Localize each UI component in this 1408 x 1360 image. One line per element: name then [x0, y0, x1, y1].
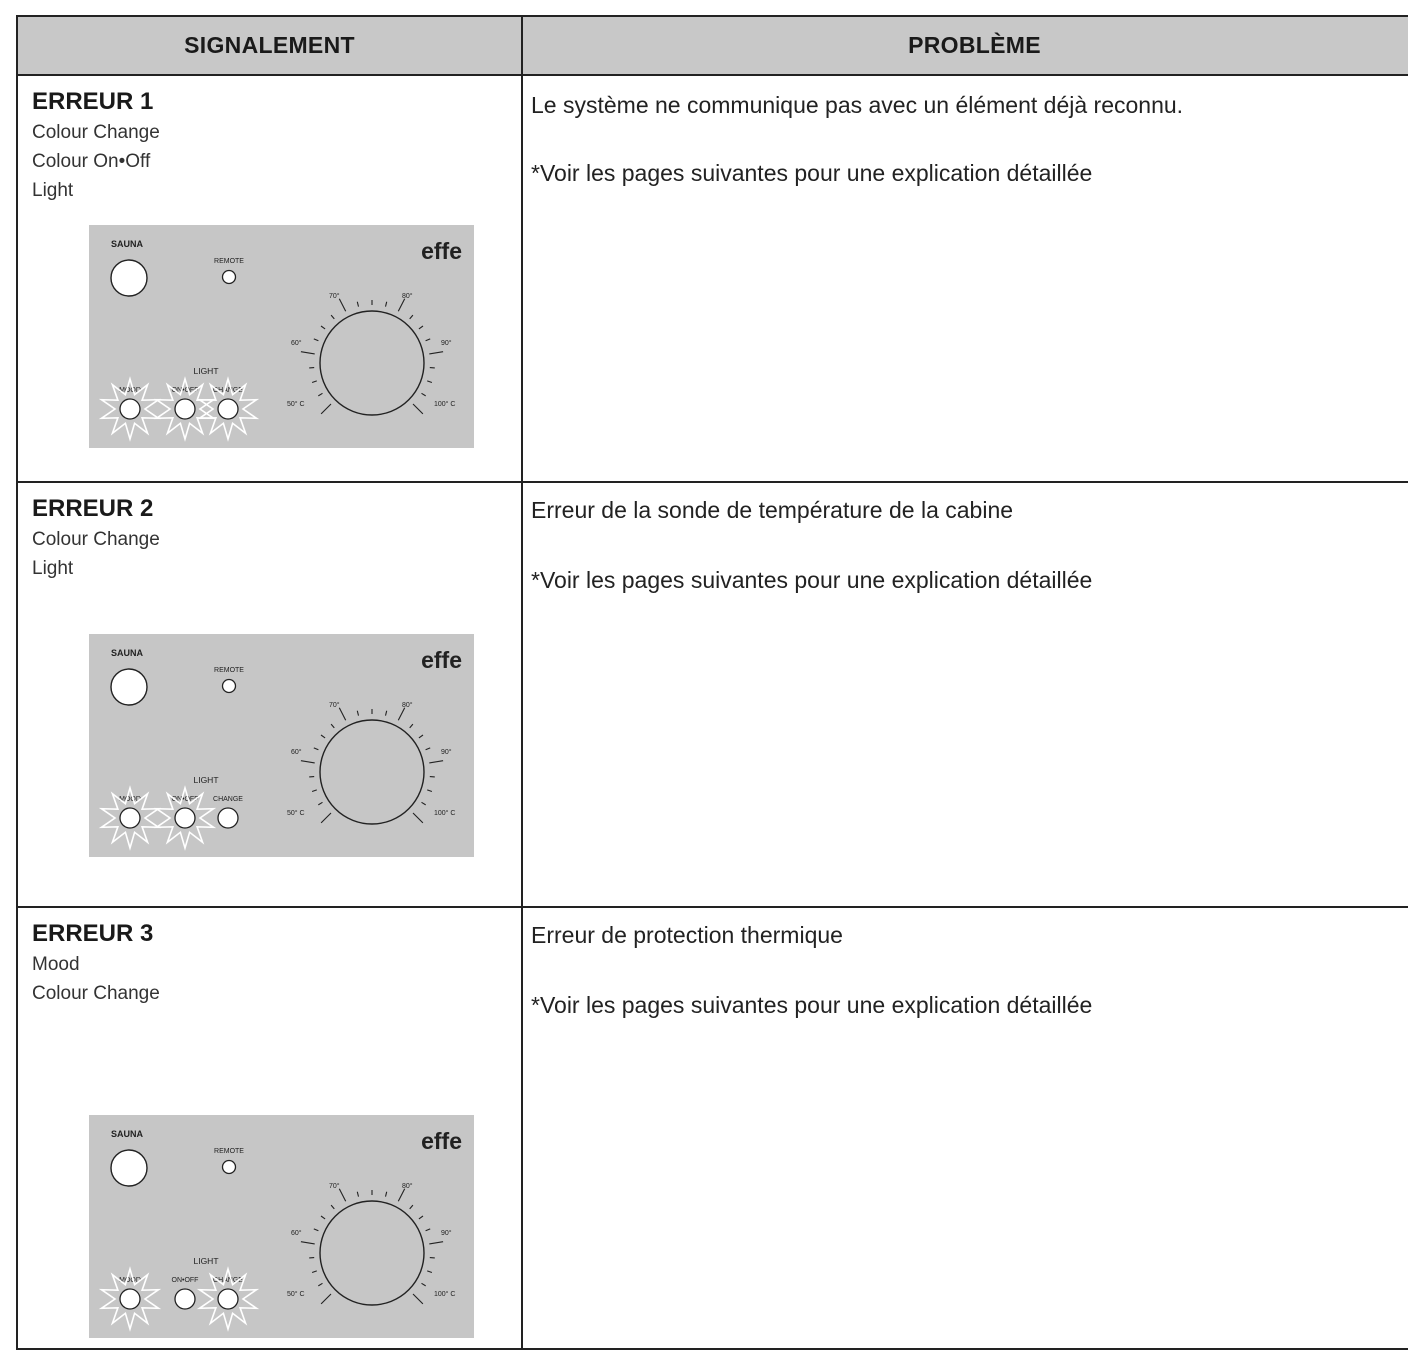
problem-text: Erreur de protection thermique	[531, 922, 843, 948]
remote-label: REMOTE	[214, 1148, 244, 1155]
light-label: LIGHT	[193, 775, 219, 785]
sauna-control-panel	[89, 1115, 474, 1338]
remote-indicator	[223, 1161, 236, 1174]
temp-100-label: 100° C	[434, 401, 456, 408]
mood-button	[120, 399, 140, 419]
detail-note: *Voir les pages suivantes pour une explication détaillée	[531, 567, 1093, 593]
light-label: LIGHT	[193, 366, 219, 376]
signal-line: Light	[32, 558, 74, 579]
temp-90-label: 90°	[441, 1230, 452, 1237]
control-panel-illustration	[89, 1115, 474, 1343]
temp-50-label: 50° C	[287, 810, 305, 817]
problem-text: Erreur de la sonde de température de la cabine	[531, 497, 1014, 523]
remote-indicator	[223, 680, 236, 693]
change-label: CHANGE	[213, 1277, 243, 1284]
signal-line: Colour Change	[32, 529, 160, 550]
table-header-row	[17, 16, 1408, 75]
error-title: ERREUR 3	[32, 920, 154, 947]
sauna-label: SAUNA	[111, 648, 144, 658]
problem-cell	[522, 75, 1408, 482]
mood-label: MOOD	[119, 1277, 141, 1284]
temp-100-label: 100° C	[434, 1291, 456, 1298]
change-button	[218, 808, 238, 828]
sauna-label: SAUNA	[111, 239, 144, 249]
error-title: ERREUR 2	[32, 495, 154, 522]
remote-label: REMOTE	[214, 258, 244, 265]
brand-logo: effe	[421, 238, 462, 264]
sauna-control-panel	[89, 225, 474, 448]
temp-70-label: 70°	[329, 702, 340, 709]
temp-100-label: 100° C	[434, 810, 456, 817]
table-row	[17, 482, 1408, 907]
temp-50-label: 50° C	[287, 401, 305, 408]
signal-line: Colour Change	[32, 122, 160, 143]
detail-note: *Voir les pages suivantes pour une explication détaillée	[531, 992, 1093, 1018]
temp-90-label: 90°	[441, 340, 452, 347]
signal-cell	[17, 75, 522, 482]
mood-label: MOOD	[119, 387, 141, 394]
sauna-button	[111, 669, 147, 705]
temp-90-label: 90°	[441, 749, 452, 756]
signal-cell	[17, 907, 522, 1349]
onoff-label: ON•OFF	[171, 796, 199, 803]
problem-cell	[522, 482, 1408, 907]
error-table	[16, 15, 1408, 1350]
temp-60-label: 60°	[291, 749, 302, 756]
temp-60-label: 60°	[291, 1230, 302, 1237]
remote-label: REMOTE	[214, 667, 244, 674]
signal-line: Light	[32, 180, 74, 201]
table-row	[17, 907, 1408, 1349]
change-label: CHANGE	[213, 387, 243, 394]
error-title: ERREUR 1	[32, 88, 154, 115]
brand-logo: effe	[421, 1128, 462, 1154]
sauna-button	[111, 1150, 147, 1186]
temp-70-label: 70°	[329, 293, 340, 300]
signal-line: Mood	[32, 954, 80, 975]
temp-50-label: 50° C	[287, 1291, 305, 1298]
mood-button	[120, 808, 140, 828]
mood-label: MOOD	[119, 796, 141, 803]
mood-button	[120, 1289, 140, 1309]
temp-80-label: 80°	[402, 1183, 413, 1190]
problem-text: Le système ne communique pas avec un élément déjà reconnu.	[531, 92, 1184, 118]
control-panel-illustration	[89, 225, 474, 453]
temp-80-label: 80°	[402, 293, 413, 300]
sauna-label: SAUNA	[111, 1129, 144, 1139]
sauna-button	[111, 260, 147, 296]
problem-cell	[522, 907, 1408, 1349]
onoff-label: ON•OFF	[171, 387, 199, 394]
onoff-button	[175, 808, 195, 828]
table-row	[17, 75, 1408, 482]
control-panel-illustration	[89, 634, 474, 862]
header-signalement: SIGNALEMENT	[17, 16, 522, 75]
temp-80-label: 80°	[402, 702, 413, 709]
signal-cell	[17, 482, 522, 907]
remote-indicator	[223, 271, 236, 284]
onoff-button	[175, 399, 195, 419]
onoff-label: ON•OFF	[171, 1277, 199, 1284]
brand-logo: effe	[421, 647, 462, 673]
onoff-button	[175, 1289, 195, 1309]
change-button	[218, 1289, 238, 1309]
temp-60-label: 60°	[291, 340, 302, 347]
change-label: CHANGE	[213, 796, 243, 803]
sauna-control-panel	[89, 634, 474, 857]
change-button	[218, 399, 238, 419]
light-label: LIGHT	[193, 1256, 219, 1266]
detail-note: *Voir les pages suivantes pour une explication détaillée	[531, 160, 1093, 186]
temp-70-label: 70°	[329, 1183, 340, 1190]
signal-line: Colour Change	[32, 983, 160, 1004]
signal-line: Colour On•Off	[32, 151, 151, 172]
header-probleme: PROBLÈME	[522, 16, 1408, 75]
